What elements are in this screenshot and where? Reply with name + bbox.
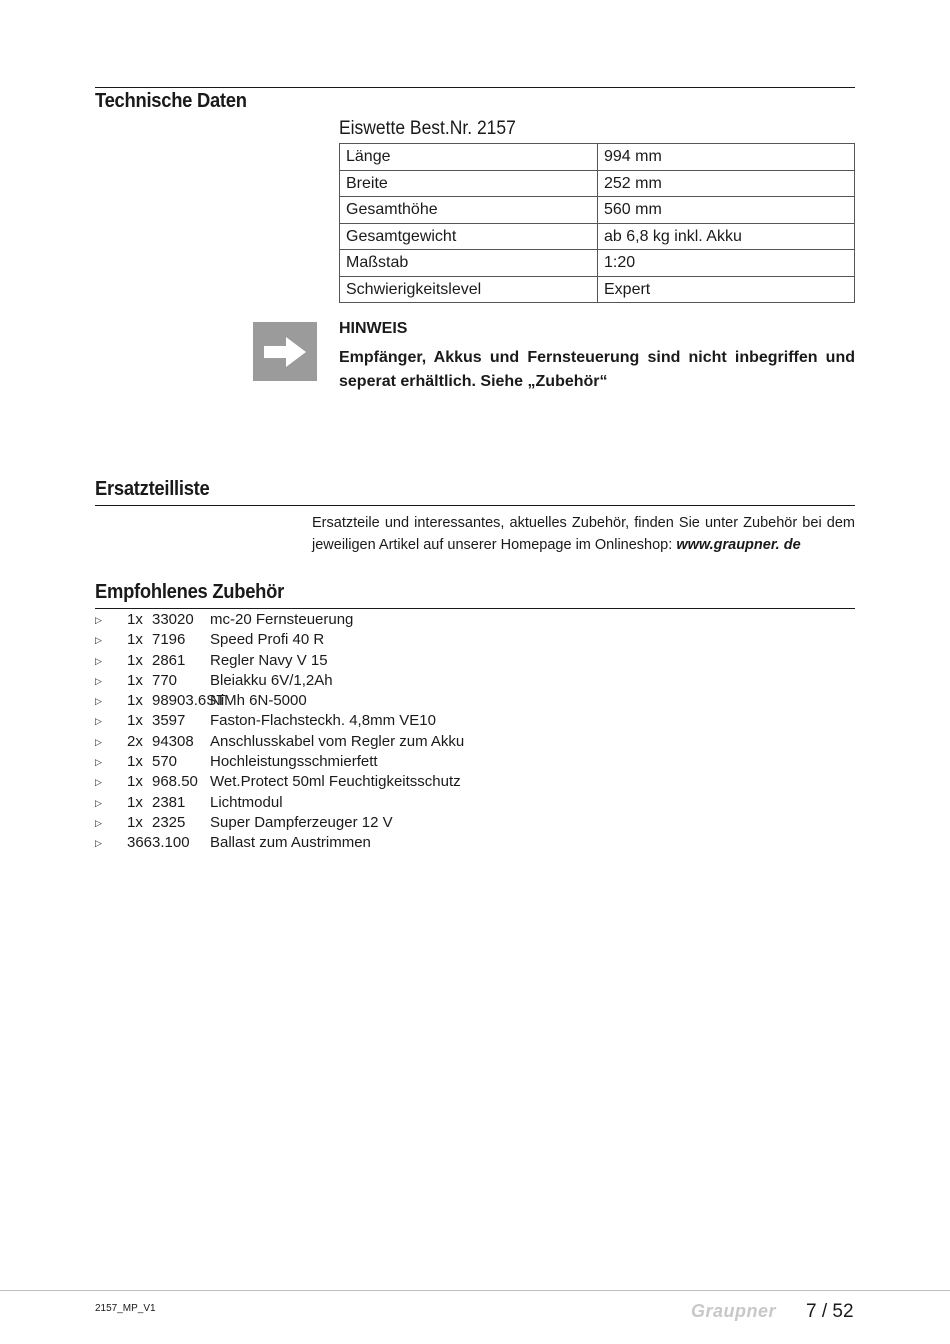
accessory-number: 3597 — [152, 712, 186, 730]
shop-link[interactable]: www.graupner. de — [676, 537, 801, 553]
heading-technical-data: Technische Daten — [95, 90, 247, 112]
accessory-quantity: 1x — [127, 692, 143, 710]
graupner-logo: Graupner — [691, 1301, 777, 1321]
accessory-quantity: 1x — [127, 611, 143, 628]
accessory-quantity: 1x — [127, 712, 143, 730]
bullet-arrow-icon: ▷ — [95, 675, 102, 686]
accessory-quantity: 2x — [127, 732, 143, 750]
accessory-number: 968.50 — [152, 773, 198, 791]
section-rule-accessories — [95, 608, 855, 609]
bullet-arrow-icon: ▷ — [95, 696, 102, 707]
bullet-arrow-icon: ▷ — [95, 736, 102, 747]
accessory-number: 570 — [152, 753, 178, 771]
accessory-quantity: 1x — [127, 753, 143, 771]
accessory-number: 98903.6ST — [152, 692, 226, 710]
spare-parts-text — [312, 512, 855, 556]
bullet-arrow-icon: ▷ — [95, 635, 102, 646]
accessory-description: Faston-Flachsteckh. 4,8mm VE10 — [210, 712, 436, 730]
spec-label: Länge — [340, 144, 598, 171]
spec-table — [339, 143, 855, 303]
accessory-description: NiMh 6N-5000 — [210, 692, 307, 710]
hint-text: Empfänger, Akkus und Fernsteuerung sind nicht inbegriffen und seperat erhältlich. Siehe „Zubehör“ — [339, 349, 855, 390]
accessory-description: Bleiakku 6V/1,2Ah — [210, 671, 333, 689]
accessory-description: Lichtmodul — [210, 793, 283, 811]
bullet-arrow-icon: ▷ — [95, 777, 102, 788]
spec-label: Breite — [340, 170, 598, 197]
accessory-quantity: 1x — [127, 793, 143, 811]
accessory-description: Regler Navy V 15 — [210, 651, 328, 669]
accessory-quantity: 1x — [127, 631, 143, 649]
accessory-description: mc-20 Fernsteuerung — [210, 611, 354, 628]
heading-accessories: Empfohlenes Zubehör — [95, 581, 285, 603]
accessory-description: Wet.Protect 50ml Feuchtigkeitsschutz — [210, 773, 461, 791]
spec-label: Maßstab — [340, 250, 598, 277]
bullet-arrow-icon: ▷ — [95, 817, 102, 828]
spec-value: 560 mm — [598, 197, 855, 224]
section-rule-technical — [95, 87, 855, 88]
spec-label: Gesamtgewicht — [340, 223, 598, 250]
spec-row — [340, 276, 855, 303]
accessory-number: 2861 — [152, 651, 186, 669]
accessory-number: 2325 — [152, 813, 186, 831]
accessory-description: Hochleistungsschmierfett — [210, 753, 378, 771]
spec-row — [340, 223, 855, 250]
section-rule-spare-parts — [95, 505, 855, 506]
spec-label: Gesamthöhe — [340, 197, 598, 224]
accessory-number: 770 — [152, 671, 178, 689]
spec-label: Schwierigkeitslevel — [340, 276, 598, 303]
accessory-number: 33020 — [152, 611, 194, 628]
bullet-arrow-icon: ▷ — [95, 716, 102, 727]
spare-parts-description: Ersatzteile und interessantes, aktuelles Zubehör, finden Sie unter Zubehör bei dem jeweiligen Artikel auf unserer Homepage im Onlineshop: — [312, 515, 855, 553]
accessory-quantity: 1x — [127, 773, 143, 791]
bullet-arrow-icon: ▷ — [95, 757, 102, 768]
page-number: 7 / 52 — [806, 1301, 854, 1322]
bullet-arrow-icon: ▷ — [95, 797, 102, 808]
spec-value: 252 mm — [598, 170, 855, 197]
accessory-quantity: 1x — [127, 651, 143, 669]
arrow-right-icon — [262, 335, 308, 369]
accessory-quantity: 1x — [127, 671, 143, 689]
bullet-arrow-icon: ▷ — [95, 838, 102, 849]
accessory-quantity: 1x — [127, 813, 143, 831]
spec-value: ab 6,8 kg inkl. Akku — [598, 223, 855, 250]
hint-title: HINWEIS — [339, 320, 408, 337]
spec-value: Expert — [598, 276, 855, 303]
accessory-description: Anschlusskabel vom Regler zum Akku — [210, 732, 465, 750]
document-code: 2157_MP_V1 — [95, 1303, 156, 1314]
bullet-arrow-icon: ▷ — [95, 655, 102, 666]
spec-row — [340, 197, 855, 224]
accessory-number: 94308 — [152, 732, 194, 750]
accessory-description: Super Dampferzeuger 12 V — [210, 813, 393, 831]
accessory-number: 7196 — [152, 631, 186, 649]
footer-rule — [0, 1290, 950, 1291]
hint-box — [253, 322, 317, 381]
accessory-description: Speed Profi 40 R — [210, 631, 325, 649]
spec-table-caption: Eiswette Best.Nr. 2157 — [339, 118, 516, 139]
accessory-number: 2381 — [152, 793, 186, 811]
spec-value: 994 mm — [598, 144, 855, 171]
spec-value: 1:20 — [598, 250, 855, 277]
heading-spare-parts: Ersatzteilliste — [95, 478, 210, 500]
spec-row — [340, 170, 855, 197]
spec-row — [340, 250, 855, 277]
spec-row — [340, 144, 855, 171]
accessory-number: 3663.100 — [127, 834, 190, 852]
bullet-arrow-icon: ▷ — [95, 615, 102, 625]
accessory-description: Ballast zum Austrimmen — [210, 834, 371, 852]
